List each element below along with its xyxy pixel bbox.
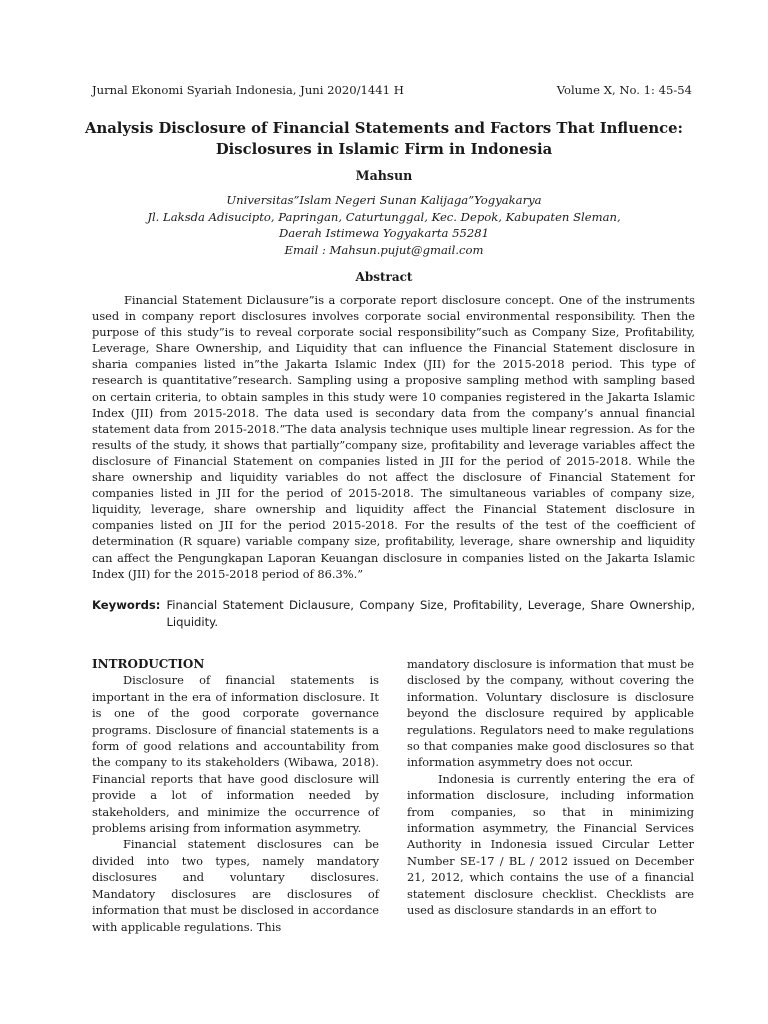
- introduction-heading: INTRODUCTION: [92, 657, 205, 671]
- affiliation-university: Universitas”Islam Negeri Sunan Kalijaga”Yogyakarya: [226, 193, 542, 207]
- intro-paragraph-3: Indonesia is currently entering the era of information disclosure, including information from companies, so that in minimizing information asymmetry, the Financial Services Authority in Indonesia issued Circular Letter Number SE-17 / BL / 2012 issued on December 21, 2012, which contains the use of a financial statement disclosure checklist. Checklists are used as disclosure standards in an effort to: [407, 771, 694, 918]
- keywords-list: Financial Statement Diclausure, Company Size, Profitability, Leverage, Share Ownership, Liquidity.: [166, 598, 695, 629]
- affiliation-region: Daerah Istimewa Yogyakarta 55281: [278, 226, 490, 241]
- left-column: [92, 656, 379, 935]
- author-name: Mahsun: [355, 168, 413, 183]
- title-line-2: Disclosures in Islamic Firm in Indonesia: [215, 141, 553, 158]
- keywords-label: Keywords:: [92, 598, 161, 612]
- abstract-body: Financial Statement Diclausure”is a corporate report disclosure concept. One of the instruments used in company report disclosures involves corporate social environmental responsibility. Then the purpose of this study”is to reveal corporate social responsibility”such as Company Size, Profitability, Leverage, Share Ownership, and Liquidity that can influence the Financial Statement disclosure in sharia companies listed in”the Jakarta Islamic Index (JII) for the 2015-2018 period. This type of research is quantitative”research. Sampling using a proposive sampling method with sampling based on certain criteria, to obtain samples in this study were 10 companies registered in the Jakarta Islamic Index (JII) from 2015-2018. The data used is secondary data from the company’s annual financial statement data from 2015-2018.”The data analysis technique uses multiple linear regression. As for the results of the study, it shows that partially”company size, profitability and leverage variables affect the disclosure of Financial Statement on companies listed in JII for the period of 2015-2018. While the share ownership and liquidity variables do not affect the disclosure of Financial Statement for companies listed in JII for the period of 2015-2018. The simultaneous variables of company size, liquidity, leverage, share ownership and liquidity affect the Financial Statement disclosure in companies listed on JII for the period 2015-2018. For the results of the test of the coefficient of determination (R square) variable company size, profitability, leverage, share ownership and liquidity can affect the Pengungkapan Laporan Keuangan disclosure in companies listed on the Jakarta Islamic Index (JII) for the 2015-2018 period of 86.3%.”: [92, 293, 695, 581]
- intro-paragraph-2-continued: mandatory disclosure is information that must be disclosed by the company, without covering the information. Voluntary disclosure is disclosure beyond the disclosure required by applicable regulations. Regulators need to make regulations so that companies make good disclosures so that information asymmetry does not occur.: [407, 657, 694, 770]
- journal-name: Jurnal Ekonomi Syariah Indonesia, Juni 2020/1441 H: [92, 83, 404, 97]
- paper-title: [70, 118, 698, 160]
- intro-paragraph-2: Financial statement disclosures can be divided into two types, namely mandatory disclosures and voluntary disclosures. Mandatory disclosures are disclosures of information that must be disclosed in accordance with applicable regulations. This: [92, 837, 379, 934]
- affiliation-address: Jl. Laksda Adisucipto, Papringan, Caturtunggal, Kec. Depok, Kabupaten Sleman,: [147, 209, 621, 224]
- keywords: [92, 597, 695, 631]
- abstract-heading: Abstract: [355, 270, 413, 284]
- affiliation: [70, 192, 698, 258]
- author-email: Email : Mahsun.pujut@gmail.com: [284, 242, 484, 257]
- volume-info: Volume X, No. 1: 45-54: [556, 83, 692, 97]
- running-head: [92, 83, 692, 97]
- intro-paragraph-1: Disclosure of financial statements is important in the era of information disclosure. It is one of the good corporate governance programs. Disclosure of financial statements is a form of good relations and accountability from the company to its stakeholders (Wibawa, 2018). Financial reports that have good disclosure will provide a lot of information needed by stakeholders, and minimize the occurrence of problems arising from information asymmetry.: [92, 673, 379, 836]
- title-line-1: Analysis Disclosure of Financial Statements and Factors That Influence:: [84, 120, 684, 137]
- right-column: [407, 656, 694, 919]
